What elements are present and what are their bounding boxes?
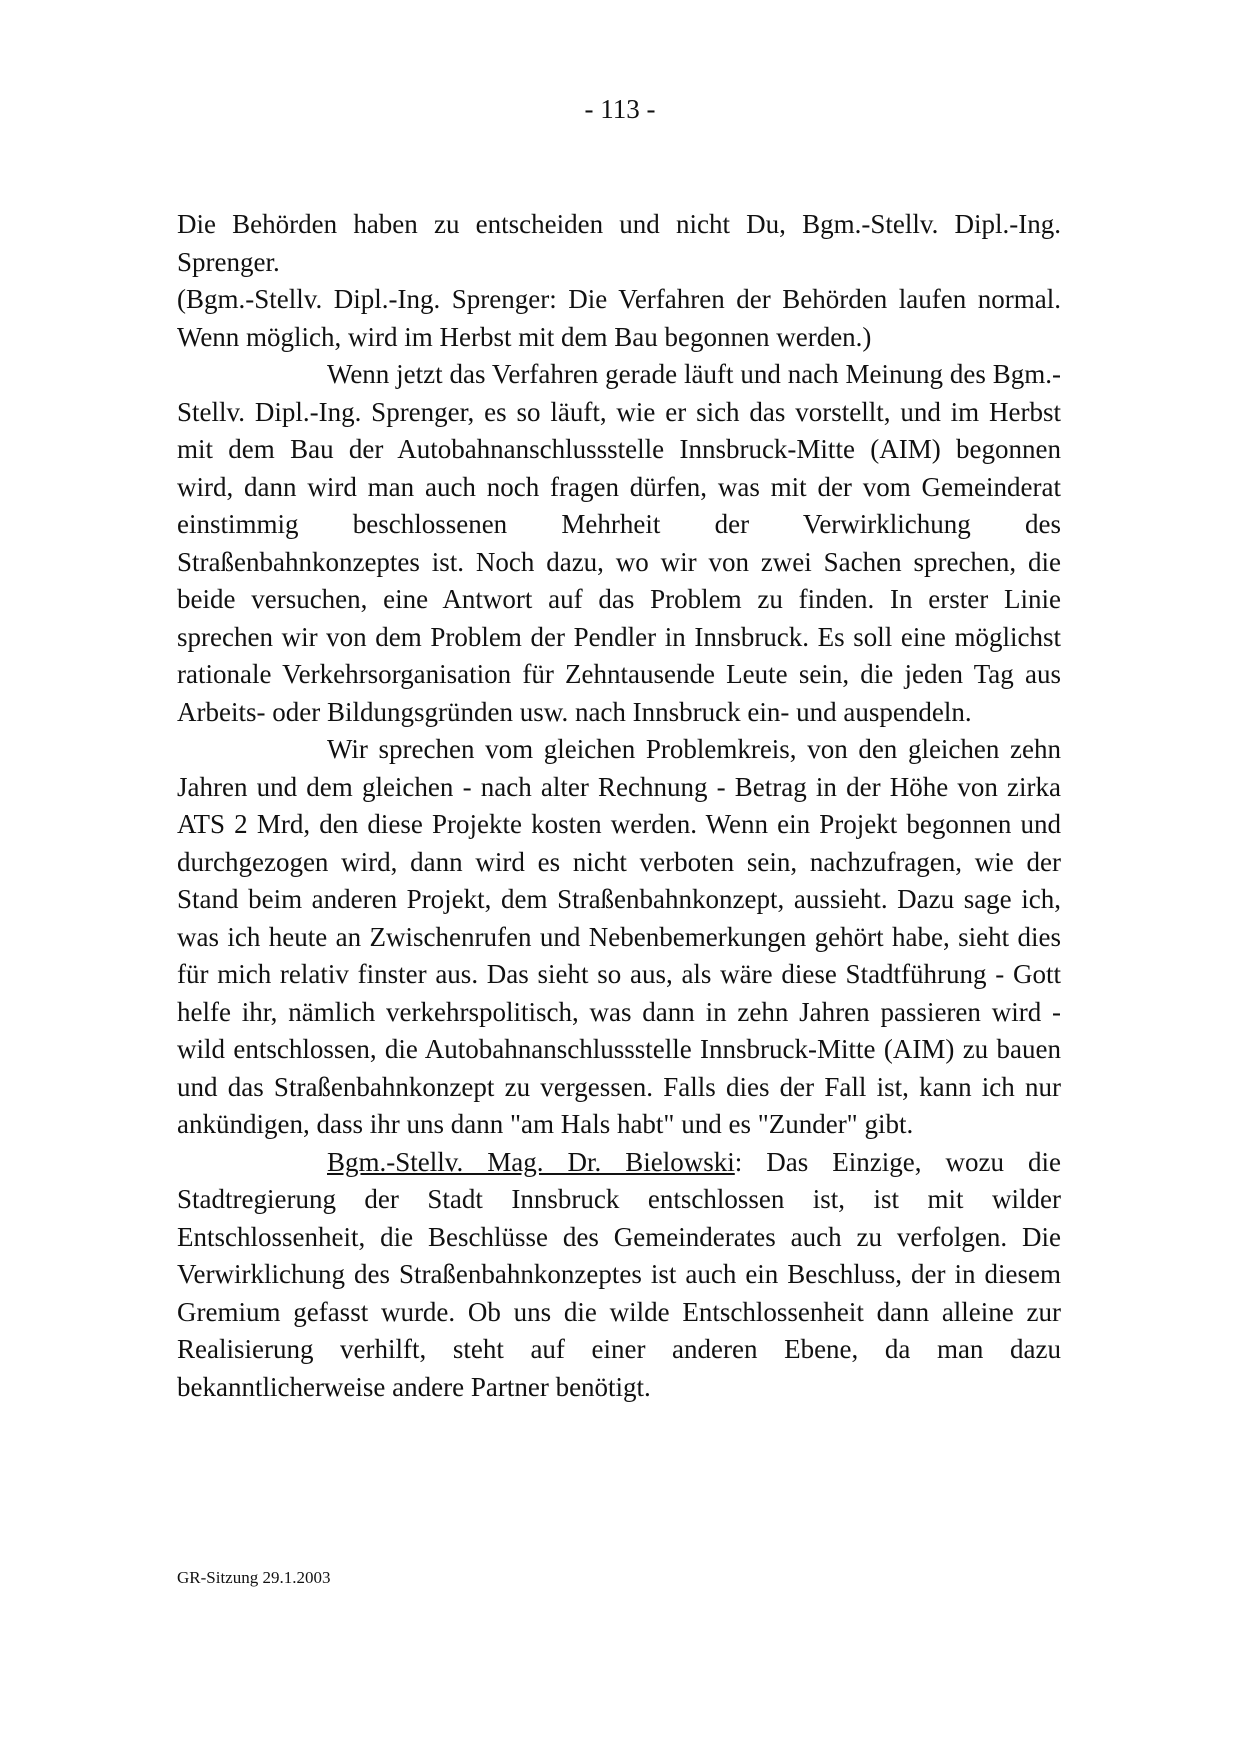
paragraph-3: Wenn jetzt das Verfahren gerade läuft und nach Meinung des Bgm.-Stellv. Dipl.-Ing. Sprenger, es so läuft, wie er sich das vorstellt, und im Herbst mit dem Bau der Autobahnanschlussstelle Innsbruck-Mitte (AIM) begonnen wird, dann wird man auch noch fragen dürfen, was mit der vom Gemeinderat einstimmig beschlossenen Mehrheit der Verwirklichung des Straßenbahnkonzeptes ist. Noch dazu, wo wir von zwei Sachen sprechen, die beide versuchen, eine Antwort auf das Problem zu finden. In erster Linie sprechen wir von dem Problem der Pendler in Innsbruck. Es soll eine möglichst rationale Verkehrsorganisation für Zehntausende Leute sein, die jeden Tag aus Arbeits- oder Bildungsgründen usw. nach Innsbruck ein- und auspendeln. [177,359,1061,727]
footer-session-date: GR-Sitzung 29.1.2003 [177,1568,331,1587]
paragraph-1: Die Behörden haben zu entscheiden und nicht Du, Bgm.-Stellv. Dipl.-Ing. Sprenger. [177,209,1061,277]
document-body [177,206,1061,1406]
paragraph-5 [177,1144,1061,1407]
speaker-name: Bgm.-Stellv. Mag. Dr. Bielowski [327,1146,735,1177]
page-number: - 113 - [584,94,656,124]
paragraph-5-text: : Das Einzige, wozu die Stadtregierung der Stadt Innsbruck entschlossen ist, ist mit wilder Entschlossenheit, die Beschlüsse des Gemeinderates auch zu verfolgen. Die Verwirklichung des Straßenbahnkonzeptes ist auch ein Beschluss, der in diesem Gremium gefasst wurde. Ob uns die wilde Entschlossenheit dann alleine zur Realisierung verhilft, steht auf einer anderen Ebene, da man dazu bekanntlicherweise andere Partner benötigt. [177,1146,1061,1402]
paragraph-4: Wir sprechen vom gleichen Problemkreis, von den gleichen zehn Jahren und dem gleichen - nach alter Rechnung - Betrag in der Höhe von zirka ATS 2 Mrd, den diese Projekte kosten werden. Wenn ein Projekt begonnen und durchgezogen wird, dann wird es nicht verboten sein, nachzufragen, wie der Stand beim anderen Projekt, dem Straßenbahnkonzept, aussieht. Dazu sage ich, was ich heute an Zwischenrufen und Nebenbemerkungen gehört habe, sieht dies für mich relativ finster aus. Das sieht so aus, als wäre diese Stadtführung - Gott helfe ihr, nämlich verkehrspolitisch, was dann in zehn Jahren passieren wird - wild entschlossen, die Autobahnanschlussstelle Innsbruck-Mitte (AIM) zu bauen und das Straßenbahnkonzept zu vergessen. Falls dies der Fall ist, kann ich nur ankündigen, dass ihr uns dann "am Hals habt" und es "Zunder" gibt. [177,734,1061,1139]
paragraph-2-interjection: (Bgm.-Stellv. Dipl.-Ing. Sprenger: Die Verfahren der Behörden laufen normal. Wenn möglich, wird im Herbst mit dem Bau begonnen werden.) [177,284,1061,352]
